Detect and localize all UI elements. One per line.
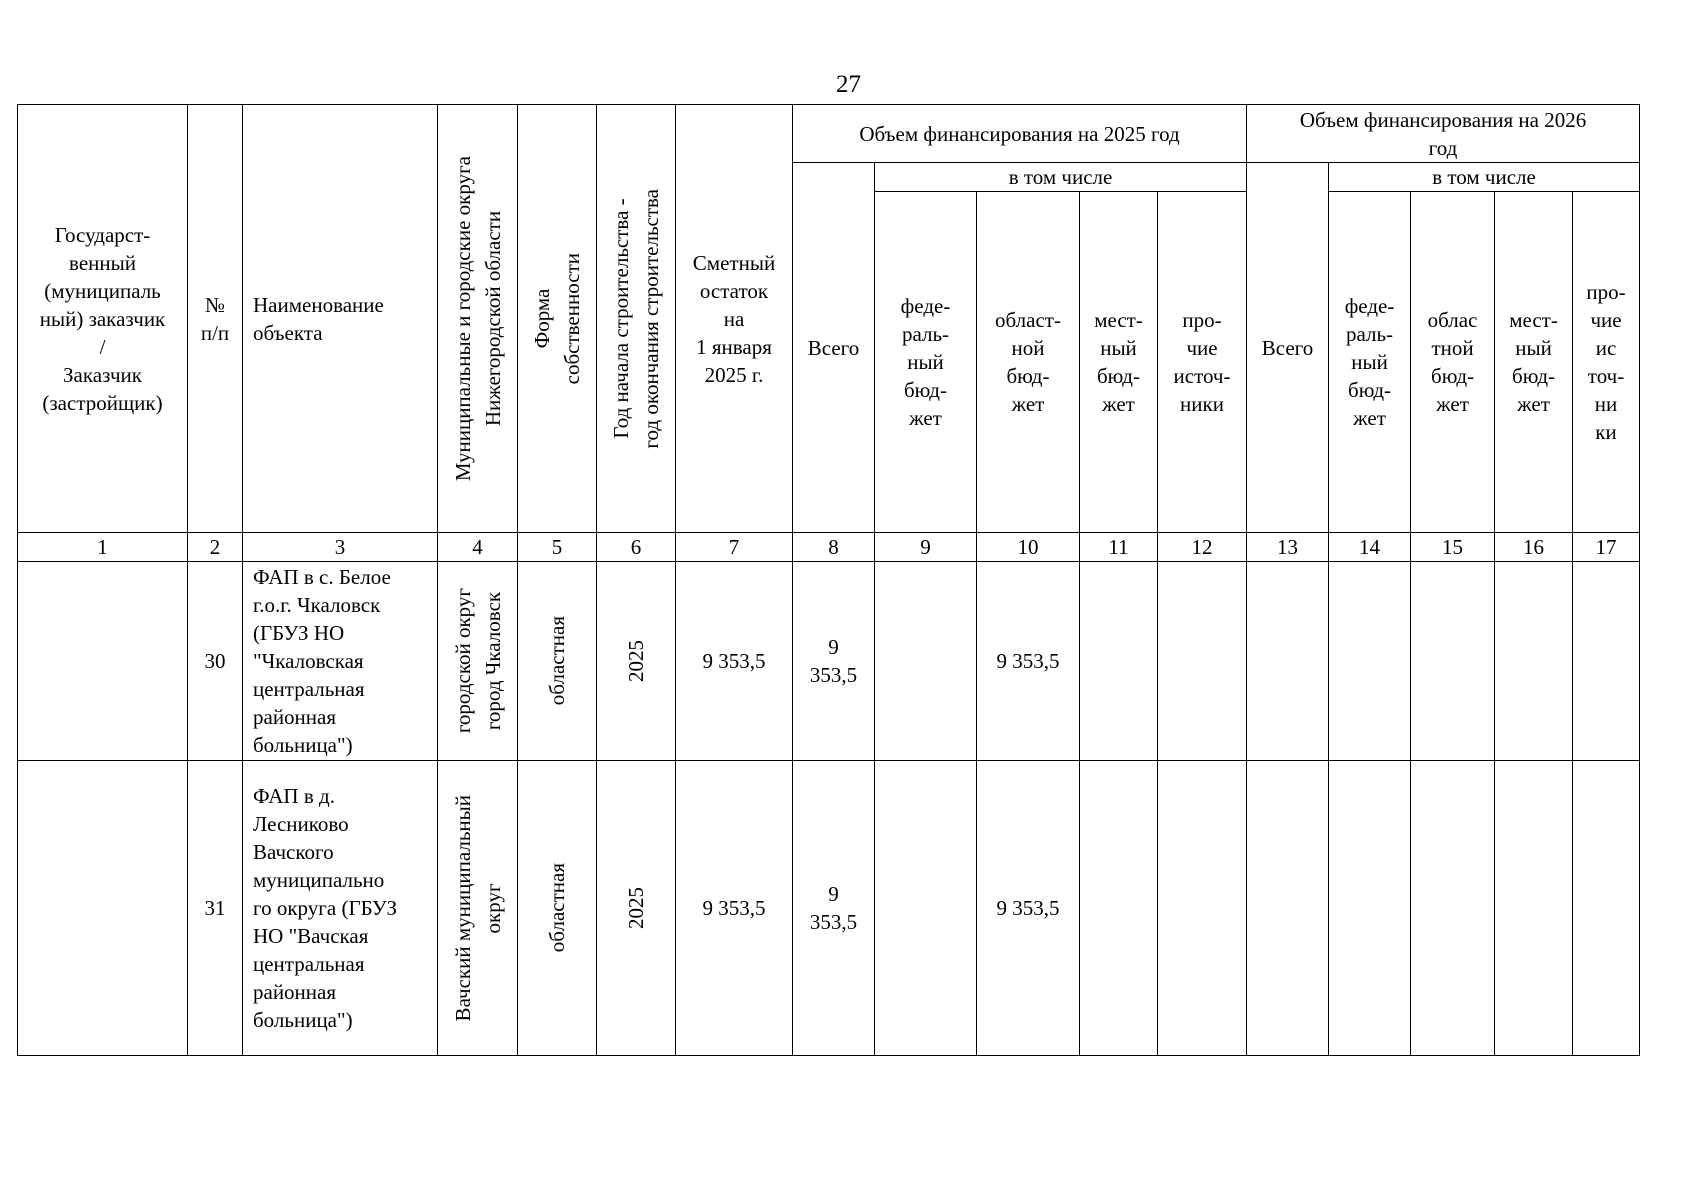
cell-regional-2026 [1411,761,1495,1056]
cell-object-name: ФАП в с. Белое г.о.г. Чкаловск (ГБУЗ НО "Чкаловская центральная районная больница") [243,562,438,761]
cell-municipality [438,761,518,1056]
column-number: 14 [1329,533,1411,562]
cell-ownership-text: областная [545,616,569,706]
cell-object-name: ФАП в д. Лесниково Вачского муниципально го округа (ГБУЗ НО "Вачская центральная районная больница") [243,761,438,1056]
header-construction-years [597,105,676,533]
header-other-2026: про- чие ис точ- ни ки [1573,192,1640,533]
header-including-2025: в том числе [875,163,1247,192]
header-regional-2025: област- ной бюд- жет [977,192,1080,533]
cell-ownership [518,562,597,761]
header-including-2026: в том числе [1329,163,1640,192]
header-municipality-text: Муниципальные и городские округа Нижегородской области [450,155,505,482]
cell-federal-2025 [875,562,977,761]
header-estimate-balance: Сметный остаток на 1 января 2025 г. [676,105,793,533]
cell-customer [18,562,188,761]
column-numbers-row [18,533,1640,562]
column-number: 9 [875,533,977,562]
cell-row-number: 31 [188,761,243,1056]
header-row-number: № п/п [188,105,243,533]
table-row [18,562,1640,761]
cell-customer [18,761,188,1056]
header-customer: Государст- венный (муниципаль ный) заказчик / Заказчик (застройщик) [18,105,188,533]
header-regional-2026: облас тной бюд- жет [1411,192,1495,533]
header-federal-2025: феде- раль- ный бюд- жет [875,192,977,533]
cell-row-number: 30 [188,562,243,761]
cell-estimate-balance: 9 353,5 [676,761,793,1056]
table-row [18,761,1640,1056]
construction-financing-table [17,104,1640,1056]
cell-federal-2025 [875,761,977,1056]
column-number: 6 [597,533,676,562]
header-other-2025: про- чие источ- ники [1158,192,1247,533]
header-construction-years-text: Год начала строительства - год окончания строительства [609,188,663,449]
cell-construction-years [597,562,676,761]
column-number: 15 [1411,533,1495,562]
header-local-2025: мест- ный бюд- жет [1080,192,1158,533]
column-number: 1 [18,533,188,562]
cell-municipality [438,562,518,761]
cell-other-2025 [1158,562,1247,761]
cell-municipality-text: городской округ город Чкаловск [450,588,505,734]
column-number: 16 [1495,533,1573,562]
header-financing-2025: Объем финансирования на 2025 год [793,105,1247,163]
cell-regional-2025: 9 353,5 [977,562,1080,761]
column-number: 17 [1573,533,1640,562]
cell-federal-2026 [1329,761,1411,1056]
cell-ownership [518,761,597,1056]
column-number: 3 [243,533,438,562]
cell-estimate-balance: 9 353,5 [676,562,793,761]
header-federal-2026: феде- раль- ный бюд- жет [1329,192,1411,533]
column-number: 10 [977,533,1080,562]
column-number: 7 [676,533,793,562]
cell-construction-years [597,761,676,1056]
page-number: 27 [836,71,861,98]
cell-other-2026 [1573,562,1640,761]
column-number: 2 [188,533,243,562]
header-ownership-text: Форма собственности [530,252,584,385]
column-number: 4 [438,533,518,562]
cell-other-2025 [1158,761,1247,1056]
cell-municipality-text: Вачский муниципальный округ [450,794,505,1022]
cell-total-2025: 9 353,5 [793,761,875,1056]
cell-other-2026 [1573,761,1640,1056]
header-municipality [438,105,518,533]
cell-local-2025 [1080,562,1158,761]
cell-regional-2026 [1411,562,1495,761]
header-local-2026: мест- ный бюд- жет [1495,192,1573,533]
header-total-2025: Всего [793,163,875,533]
header-financing-2026: Объем финансирования на 2026 год [1247,105,1640,163]
cell-total-2026 [1247,761,1329,1056]
column-number: 11 [1080,533,1158,562]
cell-ownership-text: областная [545,863,569,953]
cell-construction-years-text: 2025 [624,640,648,682]
cell-total-2025: 9 353,5 [793,562,875,761]
header-object-name: Наименование объекта [243,105,438,533]
column-number: 5 [518,533,597,562]
cell-local-2026 [1495,761,1573,1056]
header-ownership [518,105,597,533]
cell-regional-2025: 9 353,5 [977,761,1080,1056]
column-number: 12 [1158,533,1247,562]
column-number: 13 [1247,533,1329,562]
cell-construction-years-text: 2025 [624,887,648,929]
cell-local-2026 [1495,562,1573,761]
column-number: 8 [793,533,875,562]
cell-local-2025 [1080,761,1158,1056]
cell-federal-2026 [1329,562,1411,761]
cell-total-2026 [1247,562,1329,761]
header-total-2026: Всего [1247,163,1329,533]
